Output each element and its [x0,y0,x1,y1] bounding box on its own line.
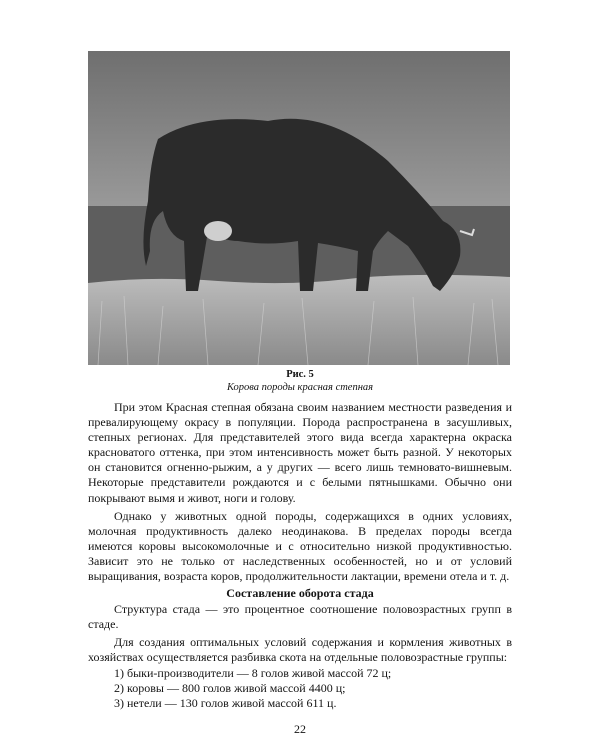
paragraph: Для создания оптимальных условий содержания и кормления животных в хозяйствах осуществляется разбивка скота на отдельные половозрастные группы: [88,635,512,665]
paragraph: Однако у животных одной породы, содержащихся в одних условиях, молочная продуктивность далеко неодинакова. В пределах породы всегда имеются коровы высокомолочные и с относительно низкой продуктивностью. Зависит это не только от наследственных особенностей, но и от условий выращивания, возраста коров, продолжительности лактации, времени отела и т. д. [88,508,512,584]
list-item: 1) быки-производители — 8 голов живой массой 72 ц; [114,665,392,680]
page-number: 22 [294,722,306,736]
paragraph: При этом Красная степная обязана своим названием местности разведения и превалирующему окрасу в популяции. Порода распространена в засушливых, степных регионах. Для представителей этого вида всегда характерна окраска красноватого оттенка, при этом интенсивность может быть разной. У некоторых он становится огненно-рыжим, а у других — всего лишь темновато-вишневым. Некоторые представители рождаются и с белыми пятнышками. Обычно они покрывают вымя и живот, ноги и голову. [88,400,512,505]
body-text [88,400,512,711]
section-heading: Составление оборота стада [226,586,374,601]
figure-caption: Корова породы красная степная [226,382,374,393]
paragraph: Структура стада — это процентное соотношение половозрастных групп в стаде. [88,602,512,632]
figure-label: Рис. 5 [286,369,314,380]
cow-photo [88,51,510,365]
list-item: 2) коровы — 800 голов живой массой 4400 ц; [114,680,346,695]
list-item: 3) нетели — 130 голов живой массой 611 ц. [114,695,337,710]
